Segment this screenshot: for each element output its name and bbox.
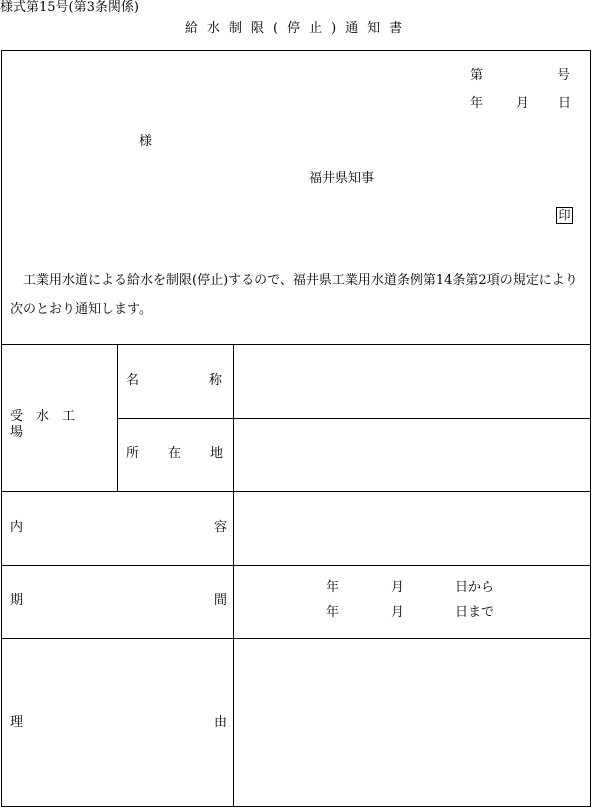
period-to-year: 年 [326,605,340,620]
divider-label-column [233,344,234,807]
date-month: 月 [516,96,530,111]
period-from-month: 月 [391,580,405,595]
receiving-factory-label [10,409,111,441]
divider-content-period [1,565,591,566]
divider-period-reason [1,638,591,639]
sender-name: 福井県知事 [309,171,375,186]
addressee-suffix: 様 [139,134,153,149]
content-label: 内容 [10,520,419,535]
divider-top-section [1,344,591,345]
number-prefix: 第 [470,68,484,83]
notice-body: 工業用水道による給水を制限(停止)するので、福井県工業用水道条例第14条第2項の規定により次のとおり通知します。 [10,273,578,317]
divider-factory-column [117,344,118,491]
location-label: 所在地 [126,446,253,461]
form-label: 様式第15号(第3条関係) [0,0,139,15]
period-from-day: 日から [455,580,495,595]
period-to-month: 月 [391,605,405,620]
period-from-year: 年 [326,580,340,595]
divider-factory-content [1,491,591,492]
document-title: 給水制限(停止)通知書 [185,21,412,36]
period-label: 期間 [10,593,419,608]
reason-label: 理由 [10,715,419,730]
period-to-day: 日まで [455,605,495,620]
receiving-factory-text: 受水工場 [10,409,89,440]
number-suffix: 号 [557,68,571,83]
date-day: 日 [558,96,572,111]
name-label: 名称 [126,373,293,388]
date-year: 年 [470,96,484,111]
seal-mark: 印 [556,207,573,224]
divider-name-location [117,418,591,419]
